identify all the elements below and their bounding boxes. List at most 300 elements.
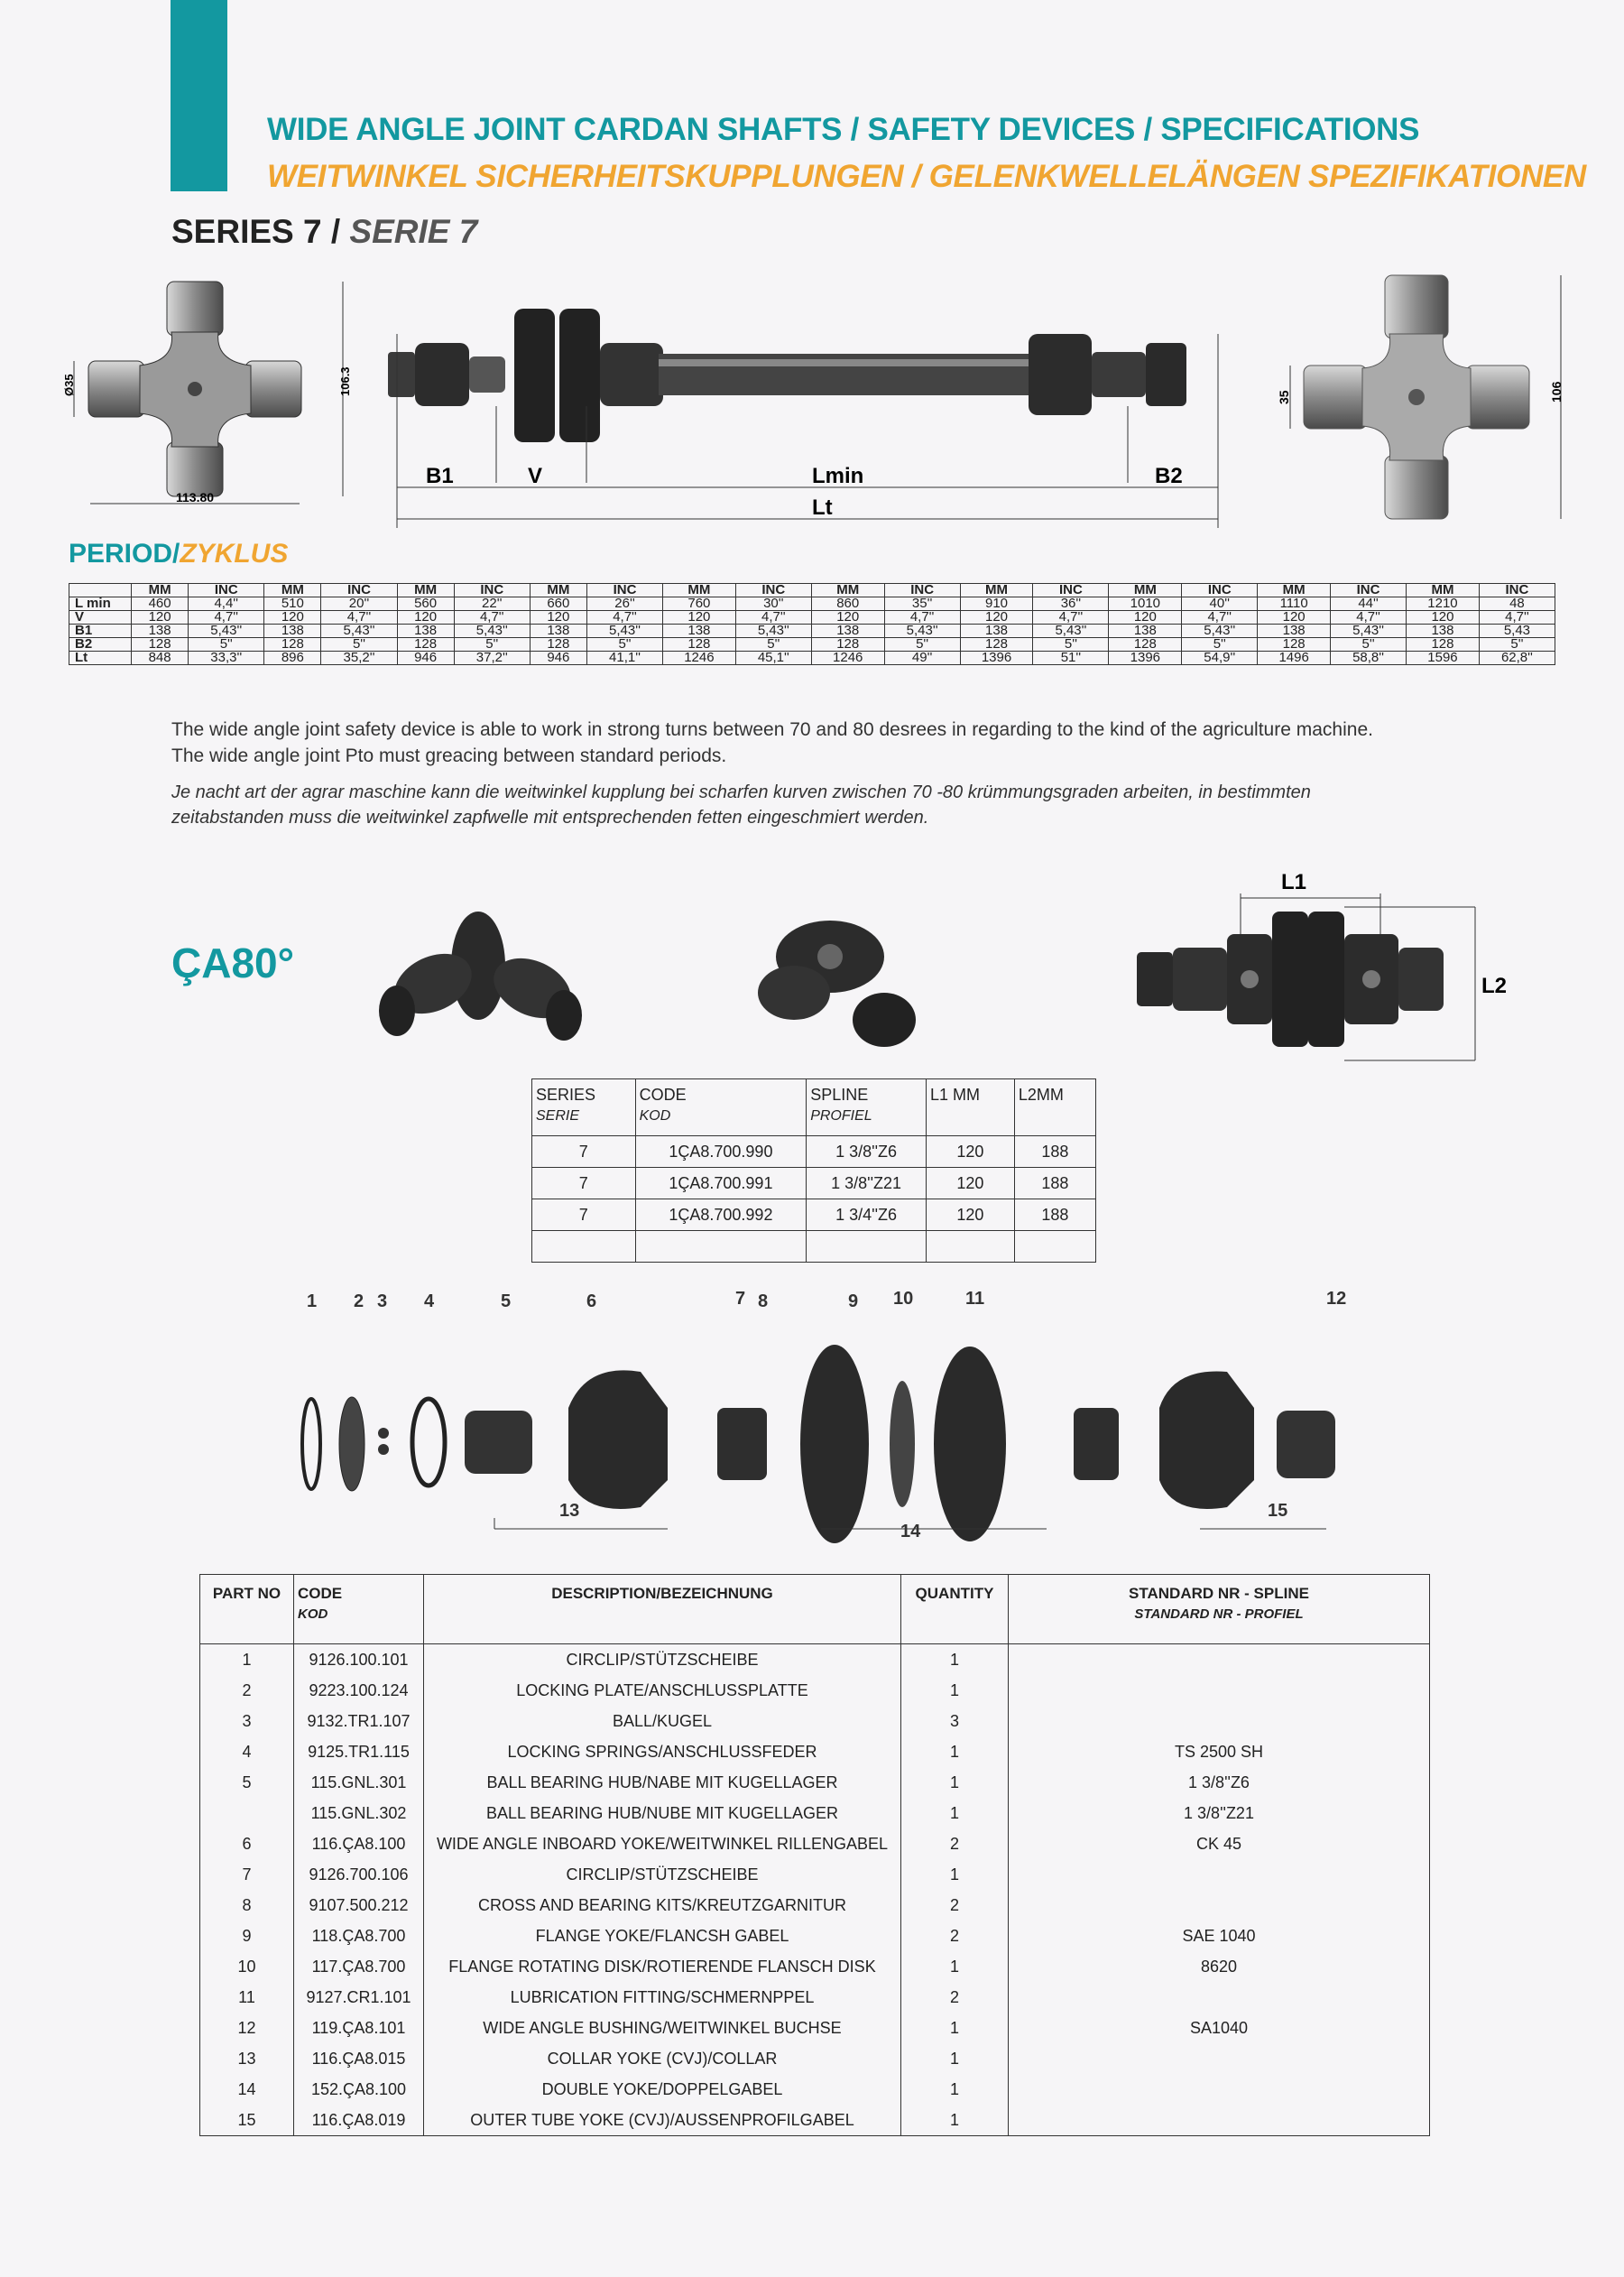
period-cell: 760 <box>663 597 736 611</box>
period-cell: 5,43'' <box>735 625 811 638</box>
parts-code: 152.ÇA8.100 <box>294 2074 424 2105</box>
parts-std: 8620 <box>1009 1951 1430 1982</box>
title-de: WEITWINKEL SICHERHEITSKUPPLUNGEN / GELENKWELLELÄNGEN SPEZIFIKATIONEN <box>267 159 1586 194</box>
period-cell: 4,7'' <box>454 611 530 625</box>
period-cell: 4,7'' <box>189 611 264 625</box>
label-l2: L2 <box>1481 974 1507 998</box>
period-cell: 848 <box>132 652 189 665</box>
period-cell: 40'' <box>1182 597 1258 611</box>
exploded-number: 1 <box>307 1291 318 1311</box>
period-cell: 5'' <box>1182 638 1258 652</box>
spline-row <box>532 1168 1096 1199</box>
spline-header-de: KOD <box>639 1108 671 1124</box>
period-col-header: INC <box>884 584 960 597</box>
parts-no: 4 <box>200 1736 294 1767</box>
parts-row <box>200 1921 1430 1951</box>
period-row <box>69 652 1555 665</box>
parts-row <box>200 1982 1430 2013</box>
period-cell: 5,43'' <box>454 625 530 638</box>
spline-header-de: SERIE <box>536 1108 580 1124</box>
period-cell: 1396 <box>960 652 1033 665</box>
description-en-1: The wide angle joint safety device is able to work in strong turns between 70 and 80 desrees in regarding to the kind of the agriculture machine. <box>171 719 1373 740</box>
parts-code: 9127.CR1.101 <box>294 1982 424 2013</box>
period-cell: 5'' <box>735 638 811 652</box>
parts-desc: FLANGE ROTATING DISK/ROTIERENDE FLANSCH DISK <box>424 1951 901 1982</box>
parts-no: 3 <box>200 1706 294 1736</box>
period-cell: 26'' <box>586 597 662 611</box>
part-2-locking-plate <box>339 1397 364 1491</box>
parts-code: 9126.100.101 <box>294 1644 424 1676</box>
period-cell: 120 <box>1109 611 1182 625</box>
period-col-header: MM <box>1109 584 1182 597</box>
period-col-header: MM <box>663 584 736 597</box>
parts-row <box>200 1675 1430 1706</box>
header-code-de: KOD <box>298 1606 328 1622</box>
label-b1: B1 <box>426 464 454 488</box>
period-col-header: MM <box>960 584 1033 597</box>
period-row-label: V <box>69 611 132 625</box>
period-col-header: INC <box>321 584 397 597</box>
period-col-header: MM <box>264 584 321 597</box>
parts-desc: BALL BEARING HUB/NUBE MIT KUGELLAGER <box>424 1798 901 1828</box>
period-cell: 35'' <box>884 597 960 611</box>
parts-no: 1 <box>200 1644 294 1676</box>
header-description: DESCRIPTION/BEZEICHNUNG <box>424 1575 901 1644</box>
spline-header-cell <box>532 1079 636 1136</box>
parts-std: CK 45 <box>1009 1828 1430 1859</box>
period-cell: 460 <box>132 597 189 611</box>
spline-header-en: SPLINE <box>810 1086 869 1104</box>
exploded-number: 3 <box>377 1291 388 1311</box>
spline-cell: 188 <box>1014 1136 1095 1168</box>
spline-cell: 188 <box>1014 1168 1095 1199</box>
spline-cell: 120 <box>927 1168 1015 1199</box>
parts-std <box>1009 1890 1430 1921</box>
part-1-circlip <box>302 1399 320 1489</box>
period-cell: 62,8'' <box>1479 652 1555 665</box>
parts-no: 7 <box>200 1859 294 1890</box>
parts-row <box>200 1767 1430 1798</box>
parts-row <box>200 1859 1430 1890</box>
period-cell: 49'' <box>884 652 960 665</box>
parts-std <box>1009 2074 1430 2105</box>
period-cell: 128 <box>132 638 189 652</box>
parts-std <box>1009 2043 1430 2074</box>
title-en: WIDE ANGLE JOINT CARDAN SHAFTS / SAFETY DEVICES / SPECIFICATIONS <box>267 112 1420 147</box>
model-name: ÇA80° <box>171 939 295 986</box>
parts-qty: 1 <box>901 1736 1009 1767</box>
period-cell: 4,7'' <box>1331 611 1407 625</box>
period-cell: 120 <box>811 611 884 625</box>
period-cell: 4,4'' <box>189 597 264 611</box>
exploded-number: 2 <box>354 1291 364 1311</box>
parts-desc: LOCKING SPRINGS/ANSCHLUSSFEDER <box>424 1736 901 1767</box>
parts-code: 9132.TR1.107 <box>294 1706 424 1736</box>
period-col-header: MM <box>132 584 189 597</box>
parts-row <box>200 2013 1430 2043</box>
parts-row <box>200 1798 1430 1828</box>
parts-qty: 1 <box>901 1798 1009 1828</box>
parts-no: 13 <box>200 2043 294 2074</box>
spline-cell: 7 <box>532 1168 636 1199</box>
parts-code: 9223.100.124 <box>294 1675 424 1706</box>
parts-qty: 1 <box>901 1644 1009 1676</box>
spline-table-header <box>532 1079 1096 1136</box>
period-cell: 138 <box>1258 625 1331 638</box>
period-row-label: L min <box>69 597 132 611</box>
label-lmin: Lmin <box>812 464 864 488</box>
header-standard-de: STANDARD NR - PROFIEL <box>1134 1606 1304 1622</box>
period-cell: 5,43'' <box>1182 625 1258 638</box>
part-3-ball <box>378 1444 389 1455</box>
label-v: V <box>528 464 543 488</box>
period-cell: 5,43'' <box>1033 625 1109 638</box>
parts-qty: 1 <box>901 1951 1009 1982</box>
period-cell: 41,1'' <box>586 652 662 665</box>
period-cell: 4,7'' <box>586 611 662 625</box>
period-cell: 4,7'' <box>1479 611 1555 625</box>
period-cell: 120 <box>663 611 736 625</box>
parts-row <box>200 1890 1430 1921</box>
period-cell: 36'' <box>1033 597 1109 611</box>
period-cell: 35,2'' <box>321 652 397 665</box>
period-cell: 5'' <box>586 638 662 652</box>
period-row-label: B1 <box>69 625 132 638</box>
parts-desc: OUTER TUBE YOKE (CVJ)/AUSSENPROFILGABEL <box>424 2105 901 2136</box>
series-heading <box>171 213 477 251</box>
period-cell: 51'' <box>1033 652 1109 665</box>
period-cell: 120 <box>960 611 1033 625</box>
parts-desc: CROSS AND BEARING KITS/KREUTZGARNITUR <box>424 1890 901 1921</box>
period-cell: 5'' <box>1331 638 1407 652</box>
period-cell: 5'' <box>884 638 960 652</box>
cross-right-drawing <box>1263 271 1570 523</box>
parts-no: 15 <box>200 2105 294 2136</box>
period-cell: 5,43 <box>1479 625 1555 638</box>
part-10-disk <box>890 1381 915 1507</box>
parts-qty: 1 <box>901 1859 1009 1890</box>
parts-qty: 2 <box>901 1890 1009 1921</box>
parts-code: 115.GNL.302 <box>294 1798 424 1828</box>
period-table <box>69 583 1555 665</box>
description-en-2: The wide angle joint Pto must greacing between standard periods. <box>171 745 727 766</box>
period-col-header: INC <box>735 584 811 597</box>
parts-no: 8 <box>200 1890 294 1921</box>
period-col-header: MM <box>811 584 884 597</box>
period-cell: 33,3'' <box>189 652 264 665</box>
spline-cell: 1ÇA8.700.990 <box>635 1136 807 1168</box>
cross-right-dia: 35 <box>1277 390 1291 404</box>
cross-left-dia: Ø35 <box>62 374 76 396</box>
period-cell: 138 <box>663 625 736 638</box>
parts-code: 118.ÇA8.700 <box>294 1921 424 1951</box>
parts-code: 9107.500.212 <box>294 1890 424 1921</box>
header-quantity: QUANTITY <box>901 1575 1009 1644</box>
parts-qty: 1 <box>901 2043 1009 2074</box>
period-cell: 128 <box>1258 638 1331 652</box>
shaft-drawing <box>379 289 1245 532</box>
parts-no: 9 <box>200 1921 294 1951</box>
exploded-number: 6 <box>586 1291 597 1311</box>
parts-row <box>200 1644 1430 1676</box>
spline-row <box>532 1199 1096 1231</box>
part-14-double-yoke <box>934 1347 1006 1541</box>
part-15-outer-yoke <box>1159 1372 1254 1510</box>
parts-qty: 2 <box>901 1921 1009 1951</box>
part-6-yoke <box>568 1370 668 1509</box>
period-cell: 138 <box>530 625 586 638</box>
period-col-header: MM <box>397 584 454 597</box>
spline-cell: 7 <box>532 1136 636 1168</box>
spline-cell: 1ÇA8.700.991 <box>635 1168 807 1199</box>
parts-std: SAE 1040 <box>1009 1921 1430 1951</box>
exploded-number: 9 <box>848 1291 859 1311</box>
head-drawing <box>1128 862 1507 1069</box>
parts-code: 116.ÇA8.015 <box>294 2043 424 2074</box>
series-de: SERIE 7 <box>349 213 478 250</box>
period-cell: 54,9'' <box>1182 652 1258 665</box>
parts-qty: 2 <box>901 1982 1009 2013</box>
period-cell: 138 <box>960 625 1033 638</box>
part-8-cross-2 <box>1074 1408 1119 1480</box>
period-cell: 1246 <box>663 652 736 665</box>
period-cell: 910 <box>960 597 1033 611</box>
parts-row <box>200 1828 1430 1859</box>
spline-row <box>532 1136 1096 1168</box>
parts-code: 9125.TR1.115 <box>294 1736 424 1767</box>
period-cell: 5,43'' <box>321 625 397 638</box>
label-l1: L1 <box>1281 870 1307 894</box>
period-cell: 660 <box>530 597 586 611</box>
series-en: SERIES 7 / <box>171 213 341 250</box>
exploded-number: 5 <box>501 1291 512 1311</box>
period-en: PERIOD/ <box>69 539 180 569</box>
parts-table-body <box>200 1644 1430 2136</box>
part-9-flange-yoke <box>800 1345 869 1543</box>
product-photo-2 <box>731 902 938 1065</box>
period-cell: 5'' <box>189 638 264 652</box>
period-cell: 5'' <box>454 638 530 652</box>
exploded-number: 4 <box>424 1291 435 1311</box>
period-cell: 138 <box>264 625 321 638</box>
period-cell: 128 <box>811 638 884 652</box>
parts-std <box>1009 1982 1430 2013</box>
spline-cell: 7 <box>532 1199 636 1231</box>
period-cell: 20'' <box>321 597 397 611</box>
spline-header-cell <box>635 1079 807 1136</box>
parts-row <box>200 2074 1430 2105</box>
period-col-header: INC <box>586 584 662 597</box>
parts-desc: CIRCLIP/STÜTZSCHEIBE <box>424 1859 901 1890</box>
parts-std: 1 3/8''Z6 <box>1009 1767 1430 1798</box>
exploded-number: 8 <box>758 1291 769 1311</box>
period-cell: 4,7'' <box>321 611 397 625</box>
period-col-header: INC <box>1479 584 1555 597</box>
period-col-header: INC <box>1033 584 1109 597</box>
parts-qty: 2 <box>901 1828 1009 1859</box>
period-cell: 120 <box>530 611 586 625</box>
period-cell: 138 <box>811 625 884 638</box>
parts-code: 115.GNL.301 <box>294 1767 424 1798</box>
parts-std <box>1009 1859 1430 1890</box>
period-cell: 860 <box>811 597 884 611</box>
description-de-1: Je nacht art der agrar maschine kann die weitwinkel kupplung bei scharfen kurven zwischen 70 -80 krümmungsgraden arbeiten, in bestimmten <box>171 782 1311 802</box>
period-cell: 5'' <box>1479 638 1555 652</box>
parts-std <box>1009 2105 1430 2136</box>
parts-no: 5 <box>200 1767 294 1798</box>
period-cell: 44'' <box>1331 597 1407 611</box>
period-cell: 5'' <box>1033 638 1109 652</box>
period-cell: 120 <box>132 611 189 625</box>
period-cell: 120 <box>1407 611 1480 625</box>
parts-no <box>200 1798 294 1828</box>
spline-header-en: L1 MM <box>930 1086 981 1104</box>
spline-cell: 188 <box>1014 1199 1095 1231</box>
parts-desc: COLLAR YOKE (CVJ)/COLLAR <box>424 2043 901 2074</box>
part-5-hub <box>465 1411 532 1474</box>
period-cell: 138 <box>1407 625 1480 638</box>
period-col-header: INC <box>189 584 264 597</box>
exploded-number: 15 <box>1268 1501 1288 1521</box>
description-de-2: zeitabstanden muss die weitwinkel zapfwelle mit entsprechenden fetten eingeschmiert werden. <box>171 808 929 828</box>
parts-desc: LUBRICATION FITTING/SCHMERNPPEL <box>424 1982 901 2013</box>
period-cell: 1246 <box>811 652 884 665</box>
header-part-no: PART NO <box>200 1575 294 1644</box>
period-cell: 138 <box>132 625 189 638</box>
period-cell: 138 <box>1109 625 1182 638</box>
exploded-number: 12 <box>1326 1289 1347 1309</box>
spline-table-empty-row <box>532 1231 1096 1263</box>
spline-cell: 1 3/8''Z6 <box>807 1136 927 1168</box>
parts-qty: 1 <box>901 1767 1009 1798</box>
period-row-label: B2 <box>69 638 132 652</box>
parts-row <box>200 1706 1430 1736</box>
spline-cell: 1 3/4''Z6 <box>807 1199 927 1231</box>
period-cell: 4,7'' <box>1182 611 1258 625</box>
period-cell: 128 <box>264 638 321 652</box>
period-cell: 128 <box>397 638 454 652</box>
period-cell: 4,7'' <box>1033 611 1109 625</box>
period-cell: 946 <box>397 652 454 665</box>
parts-std: 1 3/8''Z21 <box>1009 1798 1430 1828</box>
header-code <box>294 1575 424 1644</box>
period-cell: 138 <box>397 625 454 638</box>
label-lt: Lt <box>812 495 833 520</box>
parts-row <box>200 1736 1430 1767</box>
parts-desc: CIRCLIP/STÜTZSCHEIBE <box>424 1644 901 1676</box>
part-3-ball <box>378 1428 389 1439</box>
period-cell: 896 <box>264 652 321 665</box>
period-cell: 37,2'' <box>454 652 530 665</box>
spline-header-en: CODE <box>639 1086 687 1104</box>
period-cell: 4,7'' <box>884 611 960 625</box>
spline-header-cell <box>807 1079 927 1136</box>
period-cell: 1210 <box>1407 597 1480 611</box>
period-cell: 5,43'' <box>586 625 662 638</box>
period-cell: 4,7'' <box>735 611 811 625</box>
exploded-view <box>271 1282 1389 1561</box>
period-table-body <box>69 597 1555 665</box>
period-cell: 510 <box>264 597 321 611</box>
spline-cell: 120 <box>927 1136 1015 1168</box>
period-col-header: INC <box>454 584 530 597</box>
period-cell: 128 <box>663 638 736 652</box>
spline-header-cell <box>927 1079 1015 1136</box>
parts-qty: 1 <box>901 2105 1009 2136</box>
parts-code: 119.ÇA8.101 <box>294 2013 424 2043</box>
exploded-number: 11 <box>965 1289 985 1309</box>
period-cell: 560 <box>397 597 454 611</box>
period-cell: 5,43'' <box>189 625 264 638</box>
parts-qty: 1 <box>901 1675 1009 1706</box>
period-row-label: Lt <box>69 652 132 665</box>
parts-no: 2 <box>200 1675 294 1706</box>
spline-table <box>531 1078 1096 1263</box>
part-4-spring <box>412 1399 445 1486</box>
parts-row <box>200 2105 1430 2136</box>
parts-no: 14 <box>200 2074 294 2105</box>
header-standard-en: STANDARD NR - SPLINE <box>1129 1585 1309 1602</box>
period-cell: 128 <box>960 638 1033 652</box>
header-code-en: CODE <box>298 1585 343 1602</box>
parts-desc: BALL BEARING HUB/NABE MIT KUGELLAGER <box>424 1767 901 1798</box>
period-cell: 120 <box>1258 611 1331 625</box>
period-cell: 5,43'' <box>884 625 960 638</box>
parts-code: 116.ÇA8.019 <box>294 2105 424 2136</box>
spline-header-en: L2MM <box>1018 1086 1064 1104</box>
parts-row <box>200 2043 1430 2074</box>
parts-desc: WIDE ANGLE BUSHING/WEITWINKEL BUCHSE <box>424 2013 901 2043</box>
period-cell: 120 <box>264 611 321 625</box>
parts-std <box>1009 1644 1430 1676</box>
cross-right-height: 106 <box>1549 381 1564 403</box>
parts-row <box>200 1951 1430 1982</box>
spline-cell: 1ÇA8.700.992 <box>635 1199 807 1231</box>
part-8-cross <box>717 1408 767 1480</box>
period-cell: 48 <box>1479 597 1555 611</box>
period-cell: 1396 <box>1109 652 1182 665</box>
period-cell: 5'' <box>321 638 397 652</box>
spline-header-en: SERIES <box>536 1086 596 1104</box>
parts-std: TS 2500 SH <box>1009 1736 1430 1767</box>
parts-std <box>1009 1675 1430 1706</box>
parts-code: 116.ÇA8.100 <box>294 1828 424 1859</box>
parts-desc: DOUBLE YOKE/DOPPELGABEL <box>424 2074 901 2105</box>
period-cell: 120 <box>397 611 454 625</box>
product-photo-1 <box>361 902 595 1056</box>
spline-header-cell <box>1014 1079 1095 1136</box>
exploded-number: 10 <box>893 1289 914 1309</box>
label-b2: B2 <box>1155 464 1183 488</box>
parts-desc: WIDE ANGLE INBOARD YOKE/WEITWINKEL RILLENGABEL <box>424 1828 901 1859</box>
parts-no: 11 <box>200 1982 294 2013</box>
period-col-header: MM <box>1407 584 1480 597</box>
period-heading <box>69 539 288 569</box>
period-cell: 1596 <box>1407 652 1480 665</box>
parts-no: 12 <box>200 2013 294 2043</box>
period-cell: 22'' <box>454 597 530 611</box>
spline-table-body <box>532 1136 1096 1231</box>
period-de: ZYKLUS <box>180 539 289 569</box>
period-col-header: MM <box>530 584 586 597</box>
period-cell: 1010 <box>1109 597 1182 611</box>
period-cell: 128 <box>1407 638 1480 652</box>
cross-left-drawing <box>54 271 361 514</box>
period-cell: 45,1'' <box>735 652 811 665</box>
exploded-number: 13 <box>559 1501 580 1521</box>
exploded-number: 14 <box>900 1522 921 1541</box>
period-cell: 946 <box>530 652 586 665</box>
